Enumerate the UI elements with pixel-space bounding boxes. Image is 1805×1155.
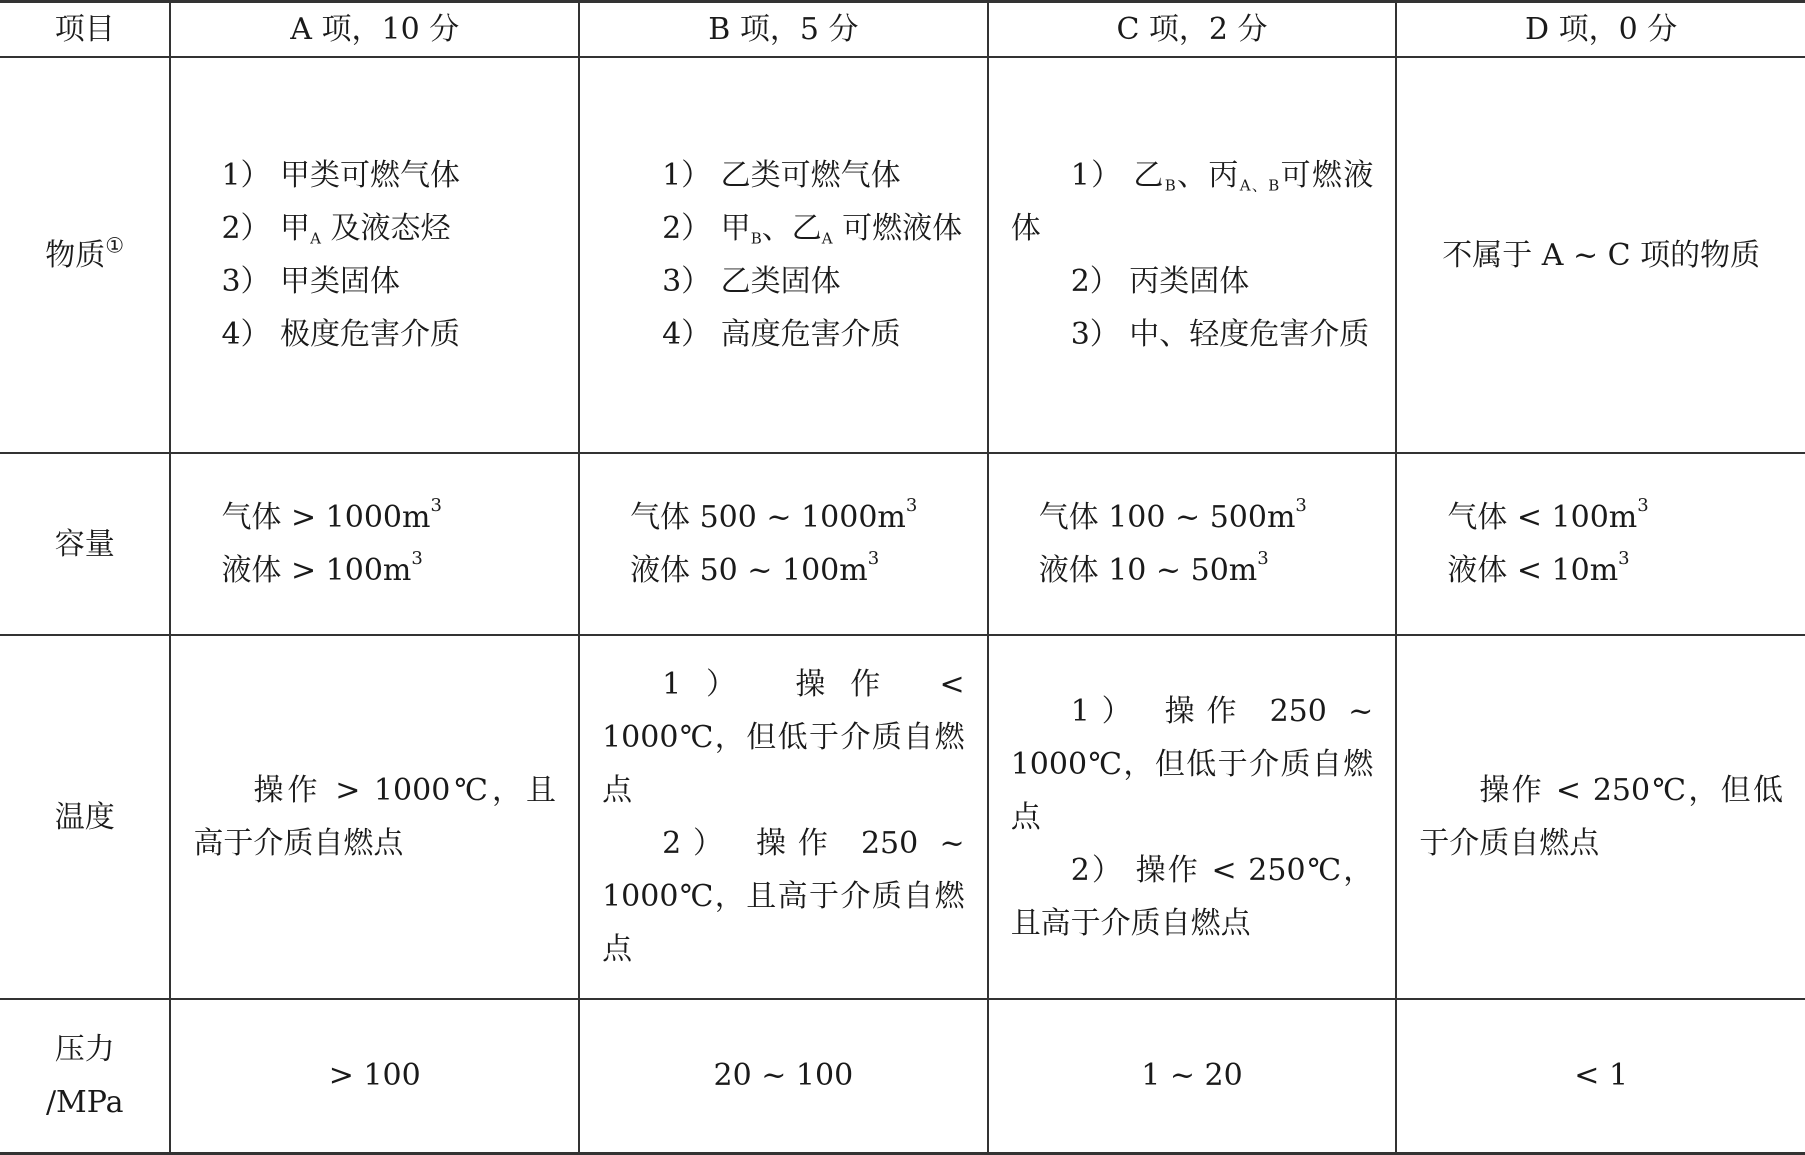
substance-label-cell <box>0 57 170 453</box>
capacity-b-gas: 气体 500 ~ $1000m^3$ <box>630 494 918 535</box>
capacity-a-gas: 气体 > $1000m^3$ <box>221 494 442 535</box>
substance-b-line3: 3） 乙类固体 <box>662 264 841 299</box>
capacity-c-cell <box>988 453 1397 635</box>
substance-b-line4: 4） 高度危害介质 <box>662 317 901 352</box>
header-col-d: D 项，0 分 <box>1396 2 1805 58</box>
substance-b-cell <box>579 57 988 453</box>
temperature-row <box>0 635 1805 999</box>
temperature-c-item2: 2） 操作 < 250℃，且高于介质自燃点 <box>1010 852 1374 941</box>
pressure-d: < 1 <box>1396 999 1805 1153</box>
footnote-mark: ① <box>105 232 125 257</box>
substance-b-line1: 1） 乙类可燃气体 <box>662 158 901 193</box>
capacity-b-liquid: 液体 50 ~ $100m^3$ <box>630 547 880 588</box>
substance-a-line2: 2） 甲$_A$ 及液态烃 <box>221 211 451 248</box>
substance-a-line3: 3） 甲类固体 <box>221 264 401 299</box>
substance-d-text: 不属于 A ~ C 项的物质 <box>1442 237 1761 273</box>
capacity-a-cell <box>170 453 579 635</box>
substance-a-cell <box>170 57 579 453</box>
pressure-a: > 100 <box>170 999 579 1153</box>
capacity-row <box>0 453 1805 635</box>
temperature-c-cell <box>988 635 1397 999</box>
capacity-label: 容量 <box>0 453 170 635</box>
header-col-b: B 项，5 分 <box>579 2 988 58</box>
capacity-a-liquid: 液体 > $100m^3$ <box>221 547 423 588</box>
temperature-d-text: 操作 < 250℃，但低于介质自燃点 <box>1419 773 1783 861</box>
pressure-c: 1 ~ 20 <box>988 999 1397 1153</box>
capacity-b-cell <box>579 453 988 635</box>
substance-b-line2: 2） 甲$_B$、乙$_A$ 可燃液体 <box>662 211 963 248</box>
header-item: 项目 <box>0 2 170 58</box>
temperature-b-item2: 2） 操作 250 ~ 1000℃，且高于介质自燃点 <box>602 826 965 967</box>
header-row <box>0 2 1805 58</box>
pressure-label-cell <box>0 999 170 1153</box>
header-col-a: A 项，10 分 <box>170 2 579 58</box>
substance-a-line1: 1） 甲类可燃气体 <box>221 158 461 193</box>
temperature-d-cell <box>1396 635 1805 999</box>
temperature-c-item1: 1） 操作 250 ~ 1000℃，但低于介质自燃点 <box>1010 693 1374 835</box>
substance-c-line1: 1） 乙$_B$、丙$_{A、B}$可燃液体 <box>1010 158 1374 246</box>
temperature-a-text: 操作 > 1000℃，且高于介质自燃点 <box>193 773 557 861</box>
substance-c-cell <box>988 57 1397 453</box>
pressure-b: 20 ~ 100 <box>579 999 988 1153</box>
temperature-a-cell <box>170 635 579 999</box>
capacity-c-gas: 气体 100 ~ $500m^3$ <box>1038 494 1307 535</box>
substance-a-line4: 4） 极度危害介质 <box>221 317 461 352</box>
capacity-d-cell <box>1396 453 1805 635</box>
substance-c-line3: 3） 中、轻度危害介质 <box>1070 317 1370 352</box>
temperature-label: 温度 <box>0 635 170 999</box>
temperature-b-cell <box>579 635 988 999</box>
pressure-row <box>0 999 1805 1153</box>
substance-label: 物质 <box>45 237 106 273</box>
capacity-d-liquid: 液体 < $10m^3$ <box>1447 547 1630 588</box>
substance-row <box>0 57 1805 453</box>
pressure-label-line1: 压力 <box>54 1031 115 1067</box>
capacity-c-liquid: 液体 10 ~ $50m^3$ <box>1038 547 1269 588</box>
temperature-b-item1: 1） 操作 < 1000℃，但低于介质自燃点 <box>602 667 965 808</box>
capacity-d-gas: 气体 < $100m^3$ <box>1447 494 1649 535</box>
substance-d-cell <box>1396 57 1805 453</box>
substance-c-line2: 2） 丙类固体 <box>1070 264 1250 299</box>
pressure-label-line2: /MPa <box>45 1084 124 1120</box>
header-col-c: C 项，2 分 <box>988 2 1397 58</box>
